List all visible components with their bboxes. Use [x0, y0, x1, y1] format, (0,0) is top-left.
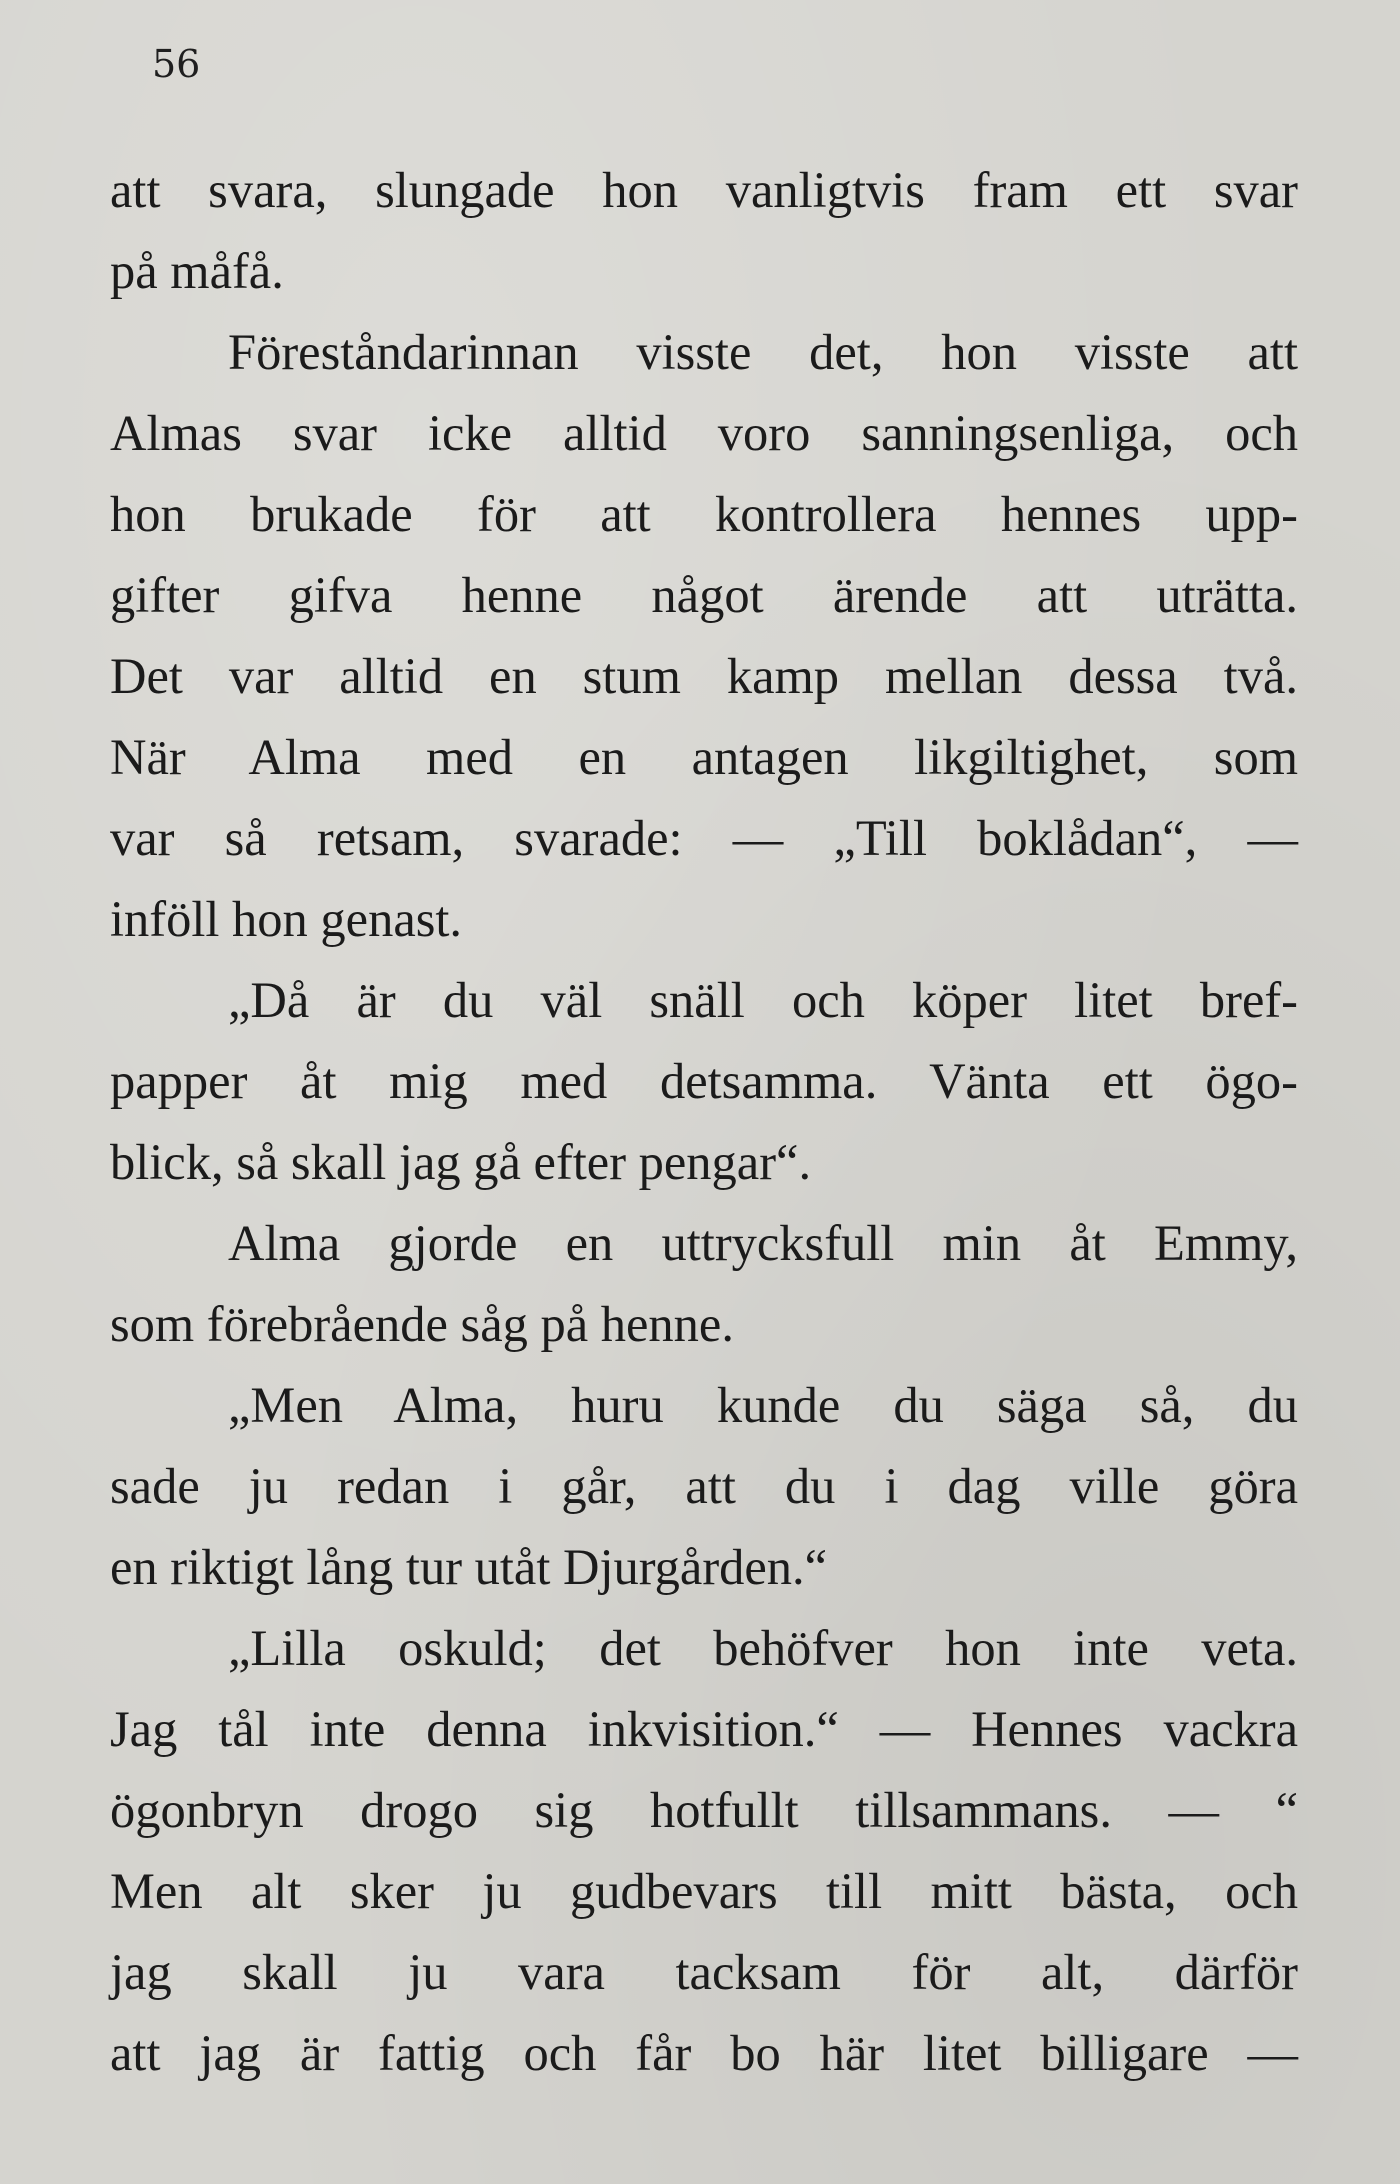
text-line: att jag är fattig och får bo här litet billigare —: [110, 2025, 1298, 2081]
text-line: som förebrående såg på henne.: [110, 1296, 734, 1352]
text-line: att svara, slungade hon vanligtvis fram ett svar: [110, 162, 1298, 218]
text-line: inföll hon genast.: [110, 891, 463, 947]
paragraph-first-line: Alma gjorde en uttrycksfull min åt Emmy,: [228, 1215, 1298, 1271]
paragraph-first-line: „Lilla oskuld; det behöfver hon inte veta.: [228, 1620, 1298, 1676]
text-line: sade ju redan i går, att du i dag ville göra: [110, 1458, 1298, 1514]
text-line: en riktigt lång tur utåt Djurgården.“: [110, 1539, 828, 1595]
text-line: gifter gifva henne något ärende att uträtta.: [110, 567, 1298, 623]
text-line: blick, så skall jag gå efter pengar“.: [110, 1134, 812, 1190]
text-line: När Alma med en antagen likgiltighet, som: [110, 729, 1298, 785]
text-line: papper åt mig med detsamma. Vänta ett ögo-: [110, 1053, 1298, 1109]
paragraph-first-line: „Då är du väl snäll och köper litet bref-: [228, 972, 1298, 1028]
text-line: Men alt sker ju gudbevars till mitt bästa, och: [110, 1863, 1298, 1919]
paragraph-first-line: Föreståndarinnan visste det, hon visste att: [228, 324, 1298, 380]
paragraph-first-line: „Men Alma, huru kunde du säga så, du: [228, 1377, 1298, 1433]
text-line: Jag tål inte denna inkvisition.“ — Hennes vackra: [110, 1701, 1298, 1757]
text-line: Almas svar icke alltid voro sanningsenliga, och: [110, 405, 1298, 461]
text-line: på måfå.: [110, 243, 284, 299]
page-number: 56: [152, 42, 201, 86]
body-text: [110, 150, 1298, 2094]
text-line: Det var alltid en stum kamp mellan dessa två.: [110, 648, 1298, 704]
text-line: hon brukade för att kontrollera hennes upp-: [110, 486, 1298, 542]
text-line: var så retsam, svarade: — „Till boklådan“, —: [110, 810, 1298, 866]
text-line: jag skall ju vara tacksam för alt, därför: [110, 1944, 1298, 2000]
text-line: ögonbryn drogo sig hotfullt tillsammans. — “: [110, 1782, 1298, 1838]
